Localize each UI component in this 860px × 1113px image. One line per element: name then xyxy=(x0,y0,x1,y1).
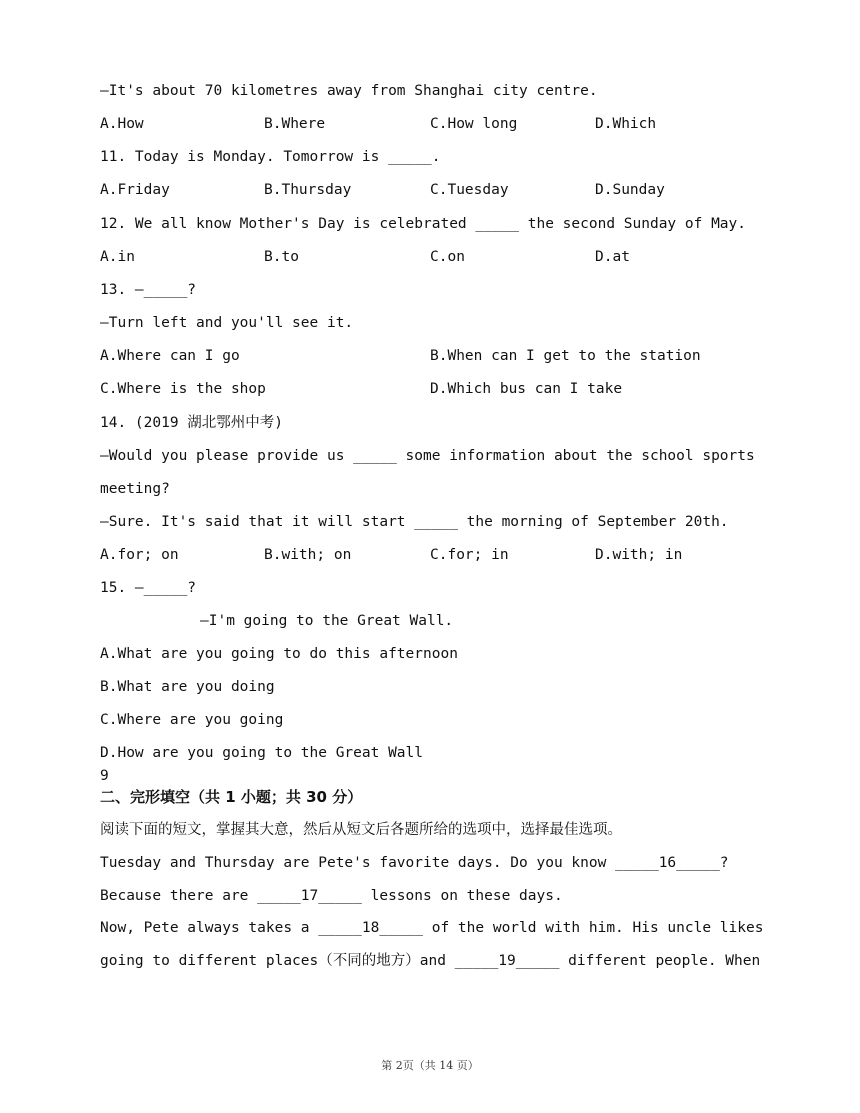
q14-line-3: —Sure. It's said that it will start _____ the morning of September 20th. xyxy=(100,514,729,530)
q11-option-c: C.Tuesday xyxy=(430,182,509,198)
q15-stem: 15. —_____? xyxy=(100,580,197,596)
q14-option-b: B.with; on xyxy=(264,547,352,563)
q13-stem: 13. —_____? xyxy=(100,282,197,298)
q12-stem: 12. We all know Mother's Day is celebrated _____ the second Sunday of May. xyxy=(100,216,747,232)
q10-option-c: C.How long xyxy=(430,116,518,132)
q11-stem: 11. Today is Monday. Tomorrow is _____. xyxy=(100,149,441,165)
q12-option-c: C.on xyxy=(430,249,465,265)
q15-option-a: A.What are you going to do this afternoon xyxy=(100,646,458,662)
q12-option-a: A.in xyxy=(100,249,135,265)
q11-option-b: B.Thursday xyxy=(264,182,352,198)
q14-option-c: C.for; in xyxy=(430,547,509,563)
q14-option-d: D.with; in xyxy=(595,547,683,563)
passage-line-2: Because there are _____17_____ lessons on these days. xyxy=(100,888,563,904)
passage-line-1: Tuesday and Thursday are Pete's favorite days. Do you know _____16_____? xyxy=(100,855,729,871)
q14-line-1: —Would you please provide us _____ some information about the school sports xyxy=(100,448,755,464)
q13-option-a: A.Where can I go xyxy=(100,348,240,364)
q14-line-2: meeting? xyxy=(100,481,170,497)
q15-reply: —I'm going to the Great Wall. xyxy=(200,613,454,629)
passage-line-4: going to different places（不同的地方）and _____19_____ different people. When xyxy=(100,953,761,969)
q10-option-d: D.Which xyxy=(595,116,657,132)
q13-option-d: D.Which bus can I take xyxy=(430,381,623,397)
passage-line-3: Now, Pete always takes a _____18_____ of the world with him. His uncle likes xyxy=(100,920,764,936)
q11-option-d: D.Sunday xyxy=(595,182,665,198)
q12-option-d: D.at xyxy=(595,249,630,265)
q10-option-a: A.How xyxy=(100,116,144,132)
section-instruction: 阅读下面的短文，掌握其大意，然后从短文后各题所给的选项中，选择最佳选项。 xyxy=(100,822,622,838)
q10-answer-line: —It's about 70 kilometres away from Shanghai city centre. xyxy=(100,83,598,99)
q13-option-b: B.When can I get to the station xyxy=(430,348,701,364)
q10-option-b: B.Where xyxy=(264,116,326,132)
page-footer: 第 2页（共 14 页） xyxy=(381,1059,479,1072)
q14-stem: 14. (2019 湖北鄂州中考) xyxy=(100,415,284,431)
q13-reply: —Turn left and you'll see it. xyxy=(100,315,354,331)
q15-option-b: B.What are you doing xyxy=(100,679,275,695)
stray-number: 9 xyxy=(100,768,109,784)
q15-option-d: D.How are you going to the Great Wall xyxy=(100,745,424,761)
q13-option-c: C.Where is the shop xyxy=(100,381,266,397)
q14-option-a: A.for; on xyxy=(100,547,179,563)
section-heading: 二、完形填空（共 1 小题；共 30 分） xyxy=(100,788,363,806)
q11-option-a: A.Friday xyxy=(100,182,170,198)
q15-option-c: C.Where are you going xyxy=(100,712,284,728)
q12-option-b: B.to xyxy=(264,249,299,265)
